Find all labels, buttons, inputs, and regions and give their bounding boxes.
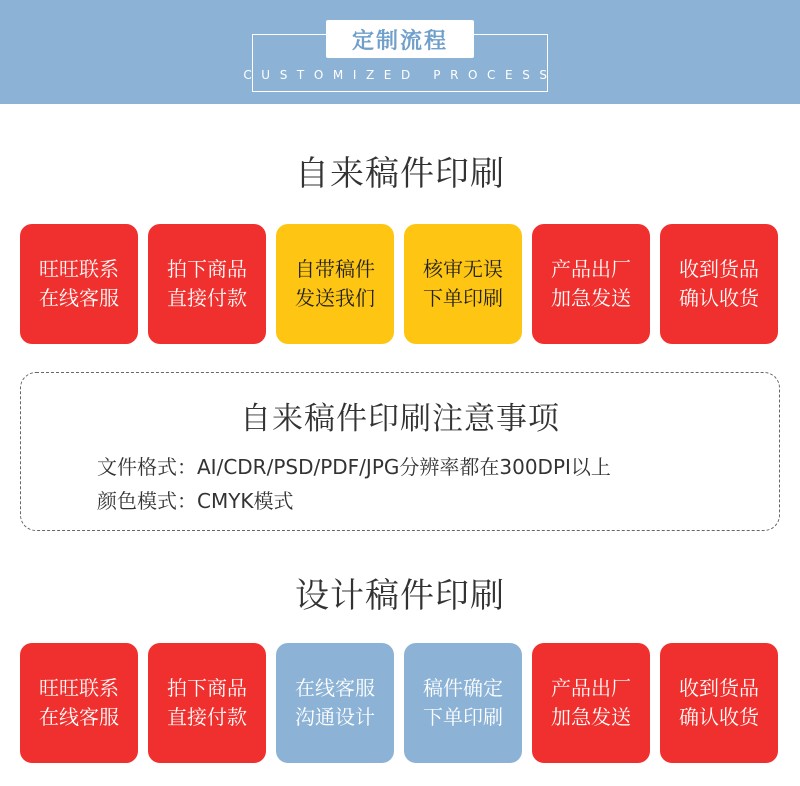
step-line: 自带稿件	[295, 257, 375, 281]
step-line: 旺旺联系	[39, 257, 119, 281]
step-line: 加急发送	[551, 286, 631, 310]
step-card	[276, 643, 394, 763]
step-line: 旺旺联系	[39, 676, 119, 700]
color-mode-note: 颜色模式：CMYK模式	[97, 489, 294, 513]
step-card	[404, 224, 522, 344]
header-banner	[0, 0, 800, 104]
step-card	[148, 224, 266, 344]
step-line: 直接付款	[167, 286, 247, 310]
notice-box	[20, 372, 780, 531]
step-line: 核审无误	[423, 257, 503, 281]
notice-title: 自来稿件印刷注意事项	[240, 401, 560, 437]
step-line: 产品出厂	[551, 257, 631, 281]
frame-line	[474, 34, 548, 35]
step-line: 下单印刷	[423, 286, 503, 310]
step-card	[660, 643, 778, 763]
step-line: 在线客服	[295, 676, 375, 700]
step-line: 拍下商品	[167, 257, 247, 281]
process-steps-own-artwork	[20, 224, 780, 344]
step-card	[276, 224, 394, 344]
step-line: 确认收货	[679, 705, 759, 729]
frame-line	[252, 34, 326, 35]
file-format-note: 文件格式：AI/CDR/PSD/PDF/JPG分辨率都在300DPI以上	[97, 455, 611, 479]
step-line: 产品出厂	[551, 676, 631, 700]
step-line: 下单印刷	[423, 705, 503, 729]
step-card	[148, 643, 266, 763]
section-title-own-artwork: 自来稿件印刷	[295, 154, 505, 194]
step-line: 稿件确定	[423, 676, 503, 700]
step-line: 确认收货	[679, 286, 759, 310]
step-line: 拍下商品	[167, 676, 247, 700]
frame-line	[252, 91, 548, 92]
frame-line	[252, 34, 253, 92]
step-card	[660, 224, 778, 344]
step-card	[532, 643, 650, 763]
section-title-design-artwork: 设计稿件印刷	[295, 576, 505, 616]
step-line: 收到货品	[679, 257, 759, 281]
step-card	[20, 643, 138, 763]
step-line: 收到货品	[679, 676, 759, 700]
header-subtitle: CUSTOMIZED PROCESS	[243, 68, 557, 82]
frame-line	[547, 34, 548, 92]
step-line: 在线客服	[39, 286, 119, 310]
step-line: 沟通设计	[295, 705, 375, 729]
process-steps-design-artwork	[20, 643, 780, 763]
header-title: 定制流程	[326, 20, 474, 58]
step-line: 直接付款	[167, 705, 247, 729]
step-line: 加急发送	[551, 705, 631, 729]
step-card	[20, 224, 138, 344]
step-line: 在线客服	[39, 705, 119, 729]
step-card	[532, 224, 650, 344]
step-line: 发送我们	[295, 286, 375, 310]
step-card	[404, 643, 522, 763]
